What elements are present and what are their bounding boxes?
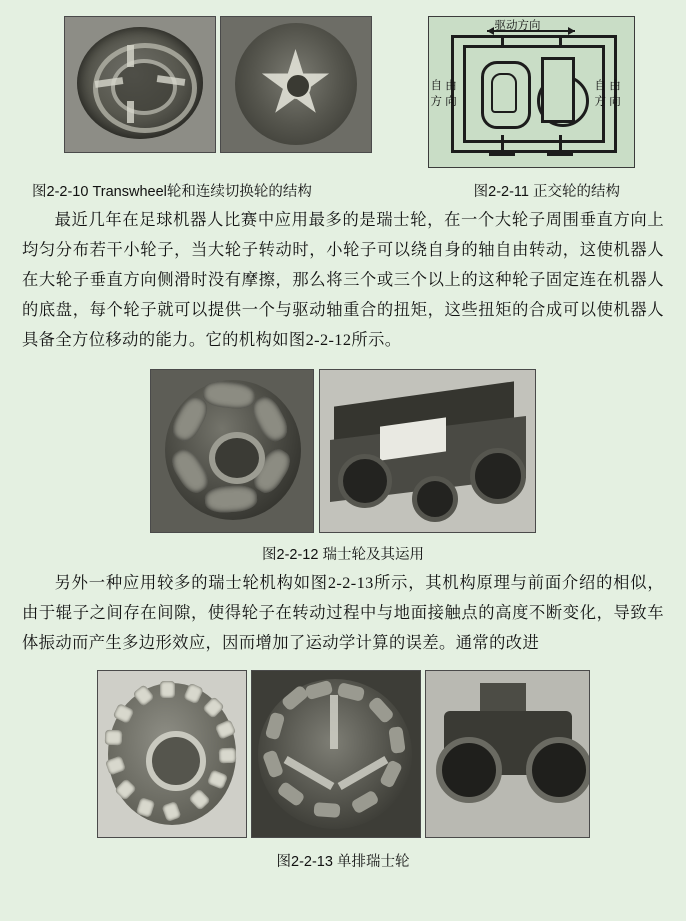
label-free-direction-right-2: 方 向 bbox=[594, 96, 621, 108]
orthogonal-right-roller bbox=[541, 57, 575, 123]
orthogonal-axis-bottom-left bbox=[501, 135, 504, 153]
robot-wheel bbox=[338, 454, 392, 508]
transwheel-spoke bbox=[127, 101, 134, 123]
label-free-direction-right-1: 自 由 bbox=[594, 80, 621, 92]
wheel-tooth bbox=[218, 748, 236, 764]
swiss-single-row-roller bbox=[388, 726, 405, 754]
paragraph-swiss-wheel-intro: 最近几年在足球机器人比赛中应用最多的是瑞士轮，在一个大轮子周围垂直方向上均匀分布若干小轮子，当大轮子转动时，小轮子可以绕自身的轴自由转动，这使机器人在大轮子垂直方向侧滑时没有摩擦，那么将三个或三个以上的这种轮子固定连在机器人的底盘，每个轮子就可以提供一个与驱动轴重合的扭矩，这些扭矩的合成可以使机器人具备全方位移动的能力。它的机构如图2-2-12所示。 bbox=[22, 210, 664, 349]
photo-continuous-switch-wheel bbox=[220, 16, 372, 153]
photo-robot-with-swiss-wheels bbox=[425, 670, 590, 838]
diagram-orthogonal-wheel bbox=[428, 16, 635, 168]
orthogonal-foot-left bbox=[489, 153, 515, 156]
robot-swiss-wheel bbox=[436, 737, 502, 803]
orthogonal-axis-top-right bbox=[559, 35, 562, 47]
robot-swiss-wheel bbox=[526, 737, 590, 803]
swiss-single-row-roller bbox=[313, 802, 340, 818]
figure-row-top bbox=[22, 16, 664, 168]
orthogonal-left-roller-core bbox=[491, 73, 517, 113]
label-free-direction-left-2: 方 向 bbox=[430, 96, 457, 108]
wheel-tooth bbox=[160, 681, 175, 698]
caption-fig-2-2-10: 图2-2-10 Transwheel轮和连续切换轮的结构 bbox=[32, 184, 312, 200]
photo-swiss-wheel bbox=[150, 369, 314, 533]
orthogonal-axis-bottom-right bbox=[559, 135, 562, 153]
document-page bbox=[0, 16, 686, 921]
caption-fig-2-2-12: 图2-2-12 瑞士轮及其运用 bbox=[262, 547, 424, 563]
caption-row-top bbox=[22, 180, 664, 201]
wheel-gear-hub bbox=[146, 731, 206, 791]
paragraph-single-row-swiss-wheel: 另外一种应用较多的瑞士轮机构如图2-2-13所示，其机构原理与前面介绍的相似，由于辊子之间存在间隙，使得轮子在转动过程中与地面接触点的高度不断变化，导致车体振动而产生多边形效应，因而增加了运动学计算的误差。通常的改进 bbox=[22, 573, 664, 652]
label-drive-direction: 驱动方向 bbox=[494, 20, 541, 32]
swiss-wheel-hub bbox=[209, 432, 265, 484]
photo-single-row-swiss-wheel bbox=[251, 670, 421, 838]
photo-omni-robot-chassis bbox=[319, 369, 536, 533]
robot-wheel bbox=[470, 448, 526, 504]
figure-row-middle bbox=[22, 369, 664, 533]
caption-fig-2-2-13: 图2-2-13 单排瑞士轮 bbox=[276, 854, 410, 870]
transwheel-inner-ring bbox=[111, 59, 177, 115]
orthogonal-foot-right bbox=[547, 153, 573, 156]
transwheel-spoke bbox=[127, 45, 134, 67]
orthogonal-axis-top-left bbox=[501, 35, 504, 47]
wheel-tooth bbox=[104, 730, 122, 746]
photo-single-row-wheel-hub bbox=[97, 670, 247, 838]
switch-wheel-hub bbox=[285, 73, 311, 99]
figure-row-bottom bbox=[22, 670, 664, 838]
photo-transwheel bbox=[64, 16, 216, 153]
swiss-single-row-spoke bbox=[330, 695, 338, 749]
caption-fig-2-2-11: 图2-2-11 正交轮的结构 bbox=[473, 184, 620, 200]
label-free-direction-left-1: 自 由 bbox=[430, 80, 457, 92]
robot-wheel bbox=[412, 476, 458, 522]
